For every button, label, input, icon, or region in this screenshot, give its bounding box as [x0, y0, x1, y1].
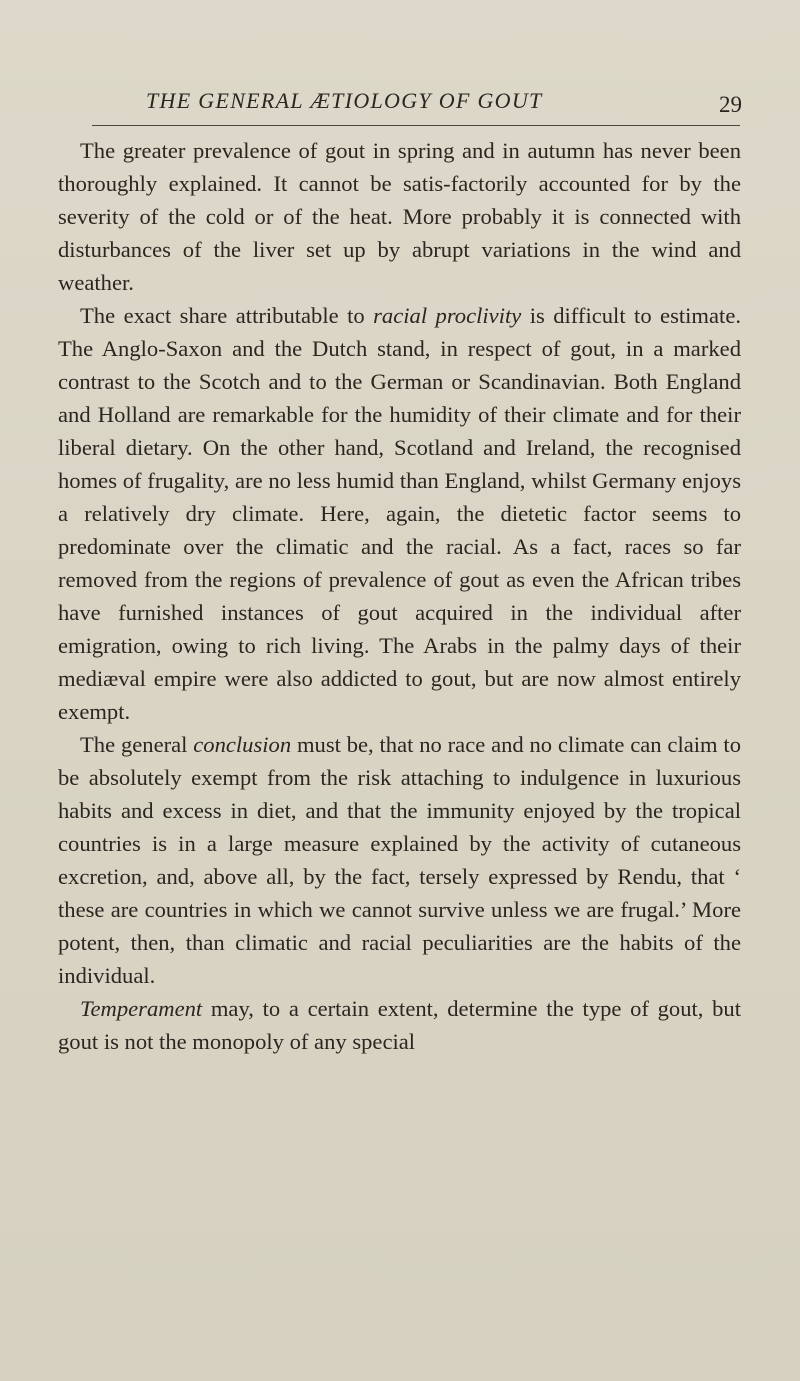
body-text: [58, 134, 741, 1058]
paragraph-text: The greater prevalence of gout in spring and in autumn has never been thoroughly explained. It cannot be satis-factorily accounted for by the severity of the cold or of the heat. More probably it is connected with disturbances of the liver set up by abrupt variations in the wind and weather.: [58, 138, 741, 295]
page-number: 29: [719, 92, 742, 117]
paragraph-lead-text: The general: [80, 732, 194, 757]
emphasized-term: Temperament: [80, 996, 203, 1021]
running-title: THE GENERAL ÆTIOLOGY OF GOUT: [146, 88, 543, 113]
paragraph-rest-text: must be, that no race and no climate can claim to be absolutely exempt from the risk attaching to indulgence in luxurious habits and excess in diet, and that the immunity enjoyed by the tropical countries is in a large measure explained by the activity of cutaneous excretion, and, above all, by the fact, tersely expressed by Rendu, that ‘ these are countries in which we cannot survive unless we are frugal.’ More potent, then, than climatic and racial peculiarities are the habits of the individual.: [58, 732, 741, 988]
running-head: [92, 86, 742, 122]
paragraph-rest-text: may, to a certain extent, determine the type of gout, but gout is not the monopoly of any special: [58, 996, 741, 1054]
paragraph-seasonal-prevalence: [58, 134, 741, 299]
paragraph-temperament: [58, 992, 741, 1058]
emphasized-term: racial proclivity: [373, 303, 522, 328]
emphasized-term: conclusion: [193, 732, 292, 757]
header-rule: [92, 125, 740, 126]
paragraph-racial-proclivity: [58, 299, 741, 728]
paragraph-general-conclusion: [58, 728, 741, 992]
paragraph-rest-text: is difficult to estimate. The Anglo-Saxon and the Dutch stand, in respect of gout, in a marked contrast to the Scotch and to the German or Scandinavian. Both England and Holland are remarkable for the humidity of their climate and for their liberal dietary. On the other hand, Scotland and Ireland, the recognised homes of frugality, are no less humid than England, whilst Germany enjoys a relatively dry climate. Here, again, the dietetic factor seems to predominate over the climatic and the racial. As a fact, races so far removed from the regions of prevalence of gout as even the African tribes have furnished instances of gout acquired in the individual after emigration, owing to rich living. The Arabs in the palmy days of their mediæval empire were also addicted to gout, but are now almost entirely exempt.: [58, 303, 741, 724]
paragraph-lead-text: The exact share attributable to: [80, 303, 374, 328]
